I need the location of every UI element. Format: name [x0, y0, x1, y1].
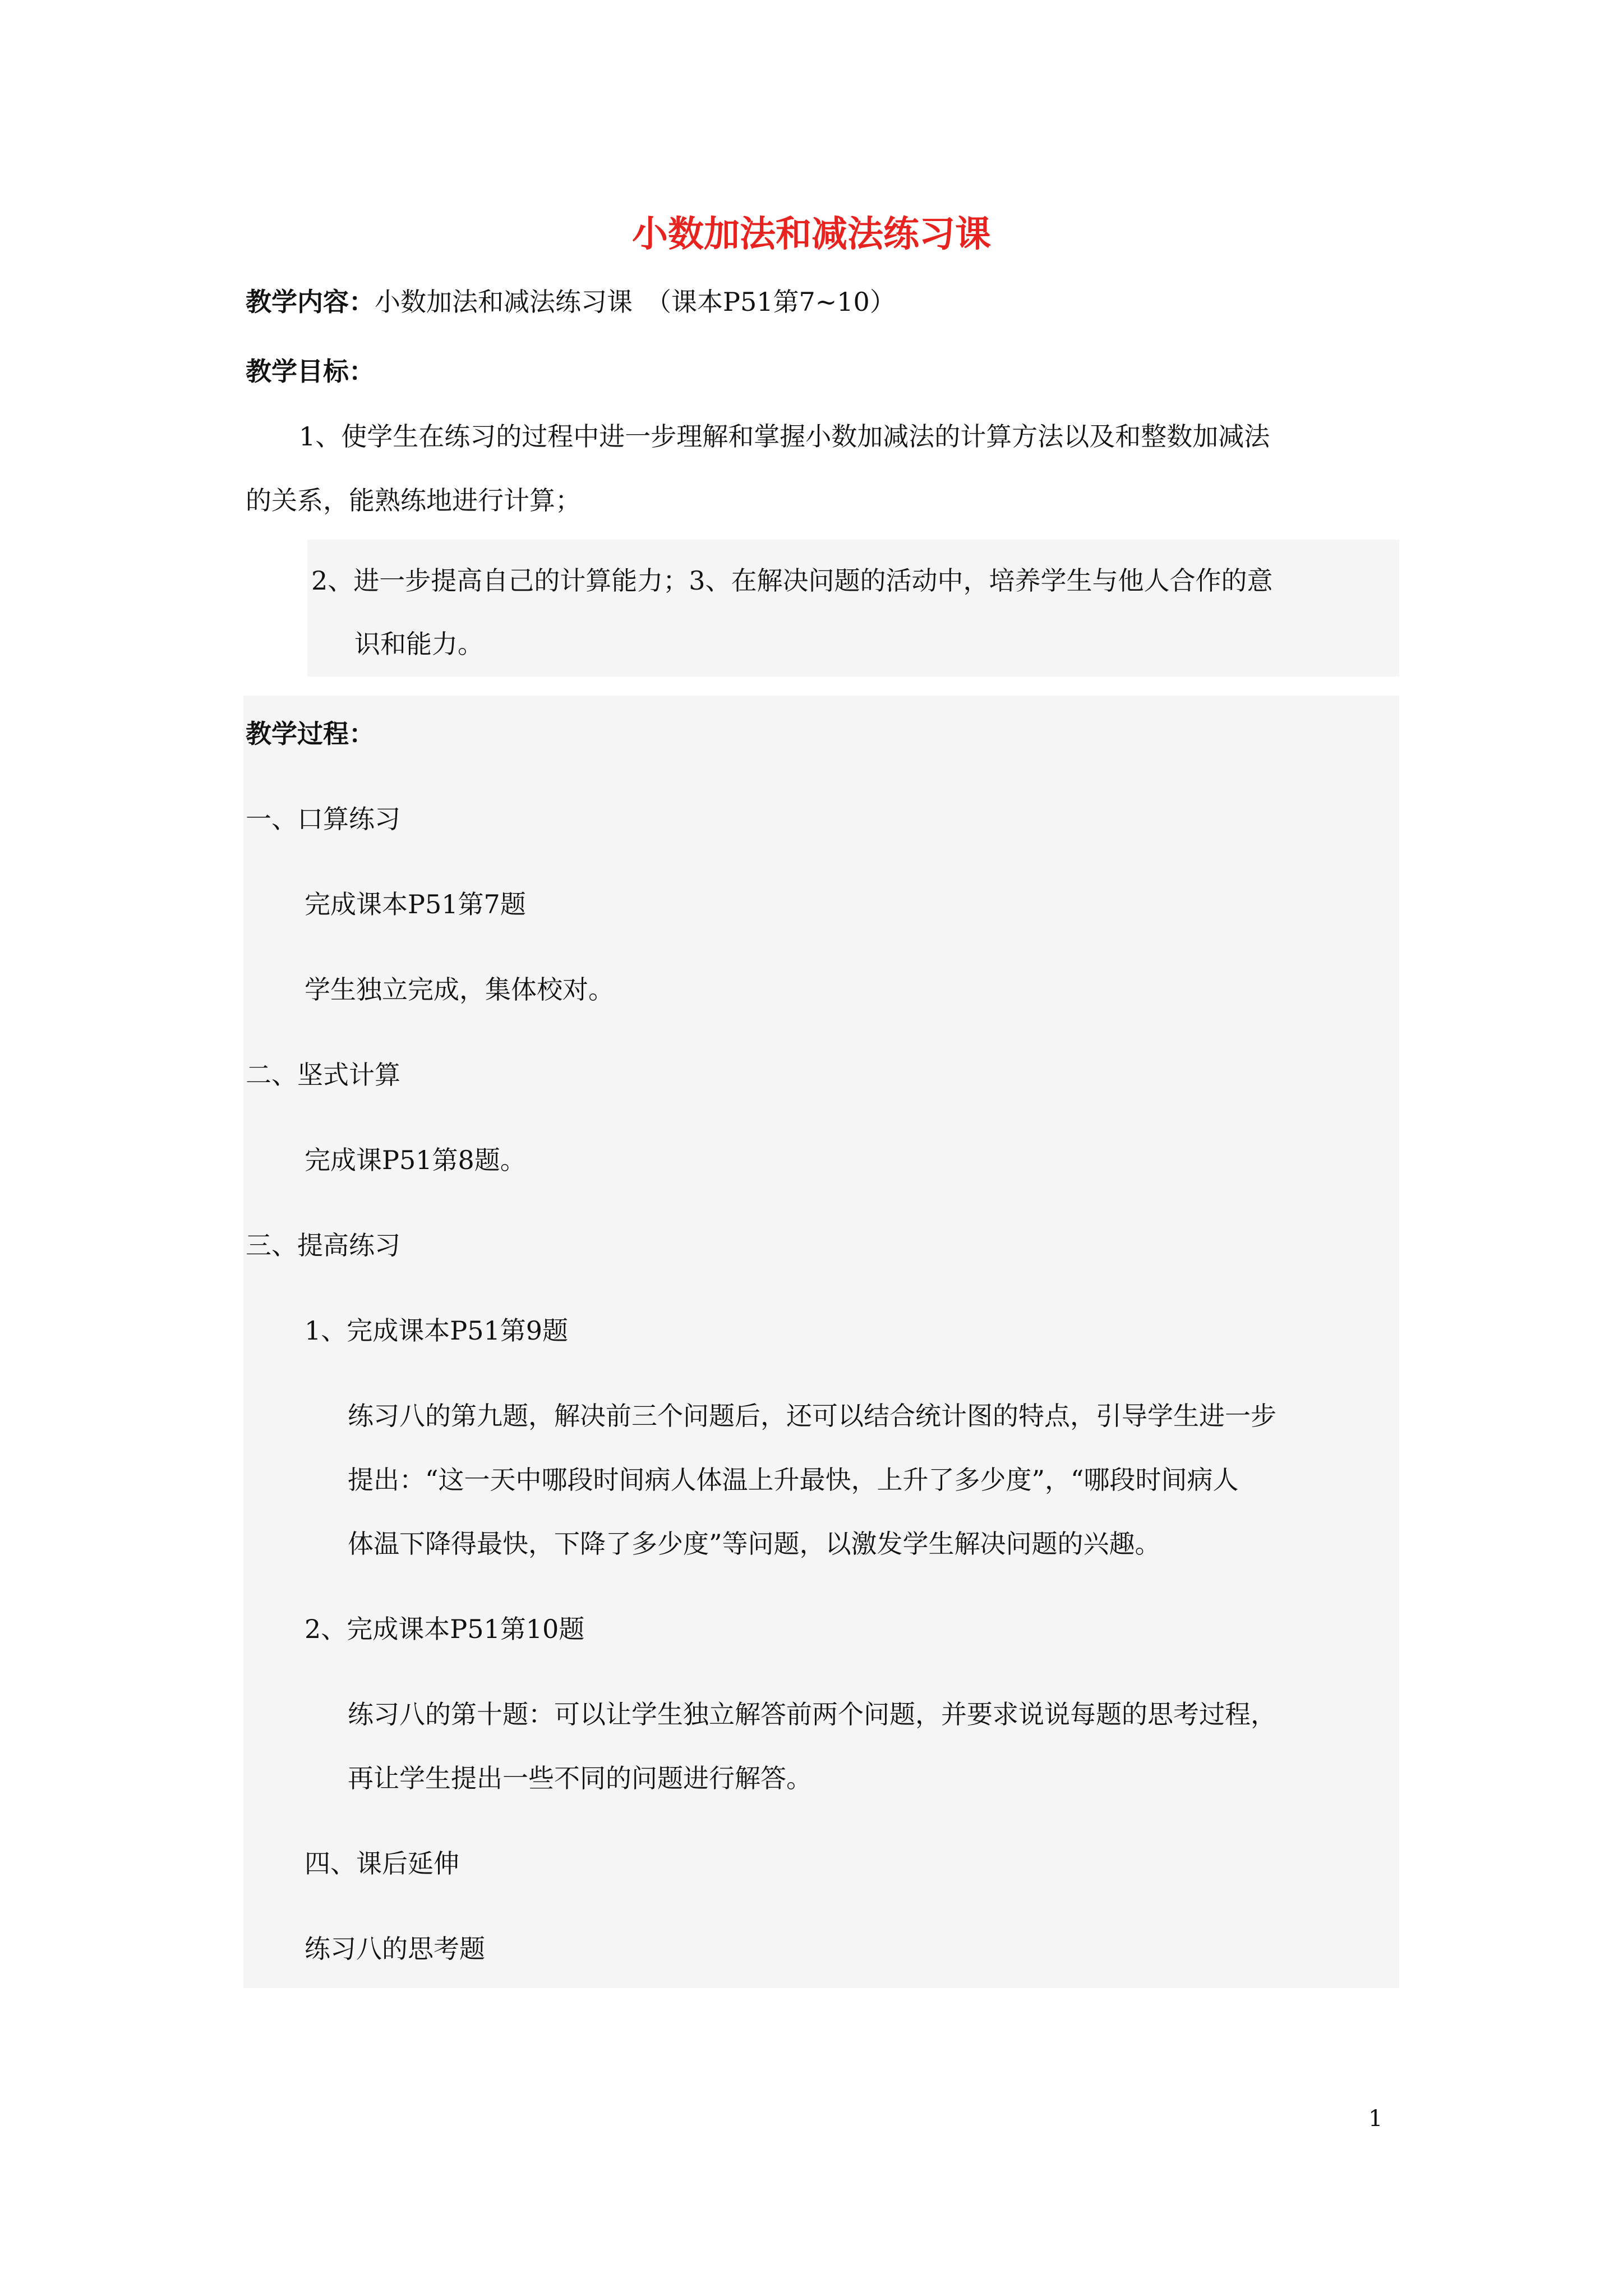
section-2-item-1: 完成课P51第8题。: [305, 1145, 526, 1175]
section-4-item-1: 练习八的思考题: [305, 1934, 485, 1964]
section-1-item-1: 完成课本P51第7题: [305, 889, 526, 919]
section-3-sub-1: 1、完成课本P51第9题: [305, 1315, 569, 1346]
document-title: 小数加法和减法练习课: [632, 213, 991, 255]
section-2-heading: 二、坚式计算: [246, 1060, 400, 1090]
goals-label: 教学目标：: [246, 356, 375, 386]
process-label: 教学过程：: [246, 719, 375, 749]
section-3-heading: 三、提高练习: [246, 1230, 400, 1260]
section-1-heading: 一、口算练习: [246, 804, 400, 834]
section-4-heading: 四、课后延伸: [305, 1848, 459, 1879]
section-3-sub-2-text-line-2: 再让学生提出一些不同的问题进行解答。: [348, 1763, 812, 1793]
goal-1-line-2: 的关系，能熟练地进行计算；: [246, 485, 581, 516]
content-text: 小数加法和减法练习课 （课本P51第7~10）: [375, 287, 896, 317]
section-3-sub-1-text-line-3: 体温下降得最快，下降了多少度”等问题，以激发学生解决问题的兴趣。: [348, 1529, 1161, 1559]
section-3-sub-1-text-line-1: 练习八的第九题，解决前三个问题后，还可以结合统计图的特点，引导学生进一步: [348, 1401, 1276, 1431]
section-3-sub-2: 2、完成课本P51第10题: [305, 1614, 585, 1644]
section-3-sub-2-text-line-1: 练习八的第十题：可以让学生独立解答前两个问题，并要求说说每题的思考过程，: [348, 1699, 1276, 1729]
section-3-sub-1-text-line-2: 提出：“这一天中哪段时间病人体温上升最快，上升了多少度”，“哪段时间病人: [348, 1465, 1239, 1495]
content-line: [246, 285, 896, 319]
page-number: 1: [1368, 2106, 1383, 2132]
section-1-item-2: 学生独立完成，集体校对。: [305, 974, 614, 1005]
goal-2-line-1: 2、进一步提高自己的计算能力；3、在解决问题的活动中，培养学生与他人合作的意: [311, 565, 1273, 596]
goal-2-line-2: 识和能力。: [354, 629, 483, 659]
goal-1-line-1: 1、使学生在练习的过程中进一步理解和掌握小数加减法的计算方法以及和整数加减法: [299, 421, 1270, 452]
content-label: 教学内容：: [246, 287, 375, 317]
